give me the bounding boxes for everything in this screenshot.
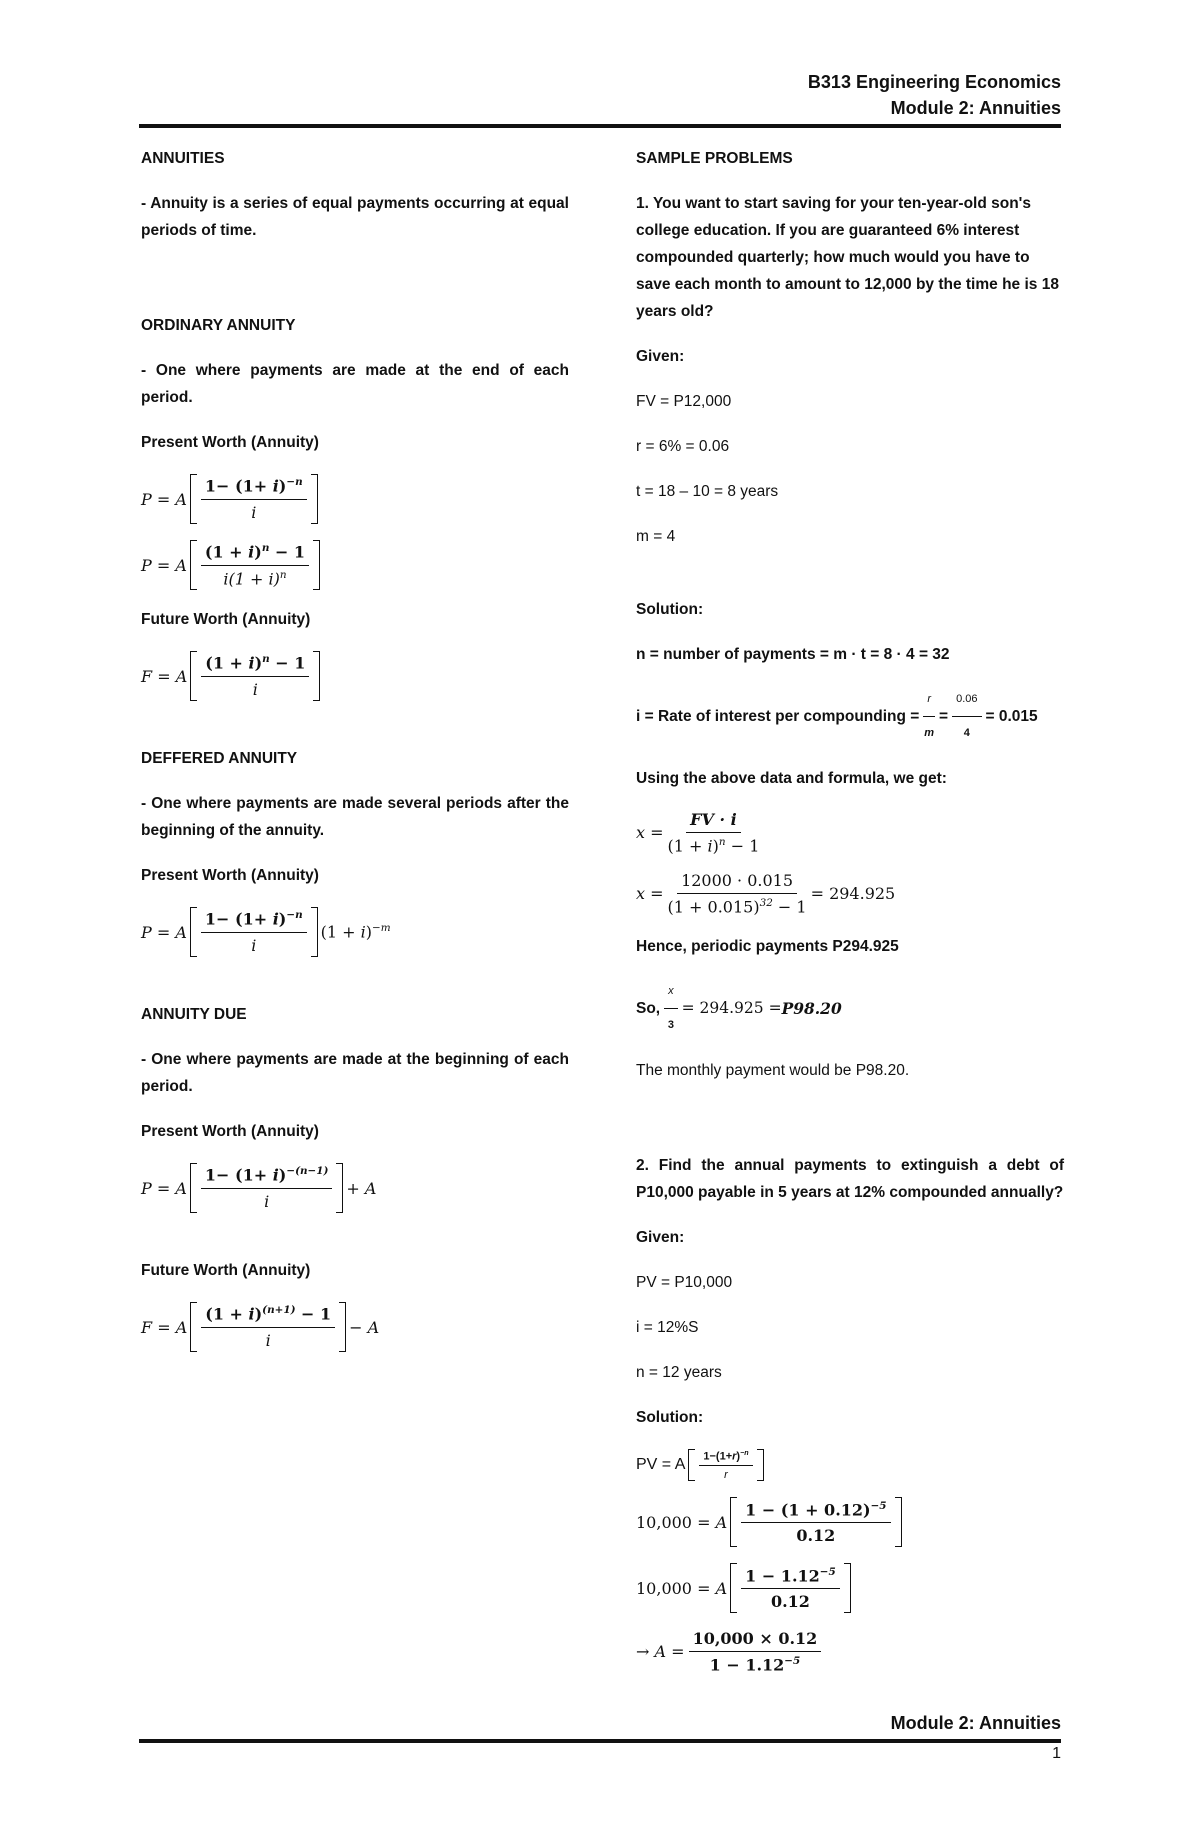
annuity-due-definition: - One where payments are made at the beginning of each period. [141, 1051, 569, 1095]
problem-2-text: 2. Find the annual payments to extinguish a debt of P10,000 payable in 5 years at 12% compounded annually? [636, 1156, 1064, 1201]
i-line-suffix: = 0.015 [985, 708, 1038, 725]
x-result: = 294.925 [810, 884, 896, 904]
pv-formula: PV = A $\frac{1-(1+r)^{-n}}{r}$ [636, 1449, 1064, 1482]
i-line-prefix: i = Rate of interest per compounding = [636, 708, 920, 725]
annuity-due-heading: ANNUITY DUE [141, 1006, 247, 1023]
future-worth-label-2: Future Worth (Annuity) [141, 1262, 311, 1279]
right-column [636, 145, 1064, 1691]
so-mid: = 294.925 = [681, 998, 782, 1017]
header-rule [139, 124, 1061, 128]
so-result: P98.20 [781, 998, 842, 1018]
deferred-annuity-heading: DEFFERED ANNUITY [141, 750, 298, 767]
given-label-2: Given: [636, 1228, 685, 1246]
given-r: r = 6% = 0.06 [636, 438, 730, 455]
so-line: So, $\frac{x}{3}$ = 294.925 = P98.20 [636, 978, 1064, 1039]
n-line: n = number of payments = m · t = 8 · 4 = 32 [636, 646, 950, 663]
a-solution: → A = $\frac{10,000 \times 0.12}{1 - 1.12^{-5}}$ [636, 1629, 1064, 1674]
future-worth-label: Future Worth (Annuity) [141, 611, 311, 628]
x-computed: x = $\frac{12000 \cdot 0.015}{(1 + 0.015)^{32} - 1}$ = 294.925 [636, 871, 896, 917]
hence-text: Hence, periodic payments P294.925 [636, 937, 899, 955]
given-label: Given: [636, 348, 685, 365]
deferred-annuity-definition: - One where payments are made several periods after the beginning of the annuity. [141, 795, 569, 839]
so-prefix: So, [636, 999, 661, 1017]
annuities-heading: ANNUITIES [141, 150, 225, 167]
pw-formula-2: P = A $\frac{(1 + i)^n - 1}{i(1 + i)^n}$ [141, 540, 569, 590]
i-line: i = Rate of interest per compounding = $\frac{r}{m}$ = $\frac{0.06}{4}$ = 0.015 [636, 686, 1064, 747]
solution-label: Solution: [636, 601, 704, 618]
r-over-m: $\frac{r}{m}$ [923, 686, 935, 747]
footer-module: Module 2: Annuities [890, 1713, 1061, 1733]
sample-problems-heading: SAMPLE PROBLEMS [636, 150, 793, 167]
given-i: i = 12%S [636, 1318, 699, 1336]
due-fw-formula: F = A $\frac{(1 + i)^{(n+1)} - 1}{i}$ − A [141, 1302, 569, 1352]
due-pw-formula: P = A $\frac{1- (1+ i)^{-(n-1)}}{i}$ + A [141, 1163, 569, 1213]
solution-label-2: Solution: [636, 1408, 704, 1426]
footer-rule [139, 1739, 1061, 1743]
page-number: 1 [1052, 1745, 1061, 1762]
given-m: m = 4 [636, 528, 676, 545]
present-worth-label-3: Present Worth (Annuity) [141, 1123, 319, 1140]
annuity-definition: - Annuity is a series of equal payments occurring at equal periods of time. [141, 195, 569, 239]
ordinary-annuity-definition: - One where payments are made at the end of each period. [141, 362, 569, 406]
pv-eq-prefix: PV = A [636, 1455, 686, 1473]
pw-formula-1: P = A $\frac{1- (1+ i)^{-n}}{i}$ [141, 474, 569, 524]
present-worth-label: Present Worth (Annuity) [141, 434, 319, 451]
left-column [141, 145, 569, 1368]
pv-simplified: 10,000 = A $\frac{1 - 1.12^{-5}}{0.12}$ [636, 1563, 1064, 1613]
ordinary-annuity-heading: ORDINARY ANNUITY [141, 317, 296, 334]
monthly-payment-text: The monthly payment would be P98.20. [636, 1061, 910, 1079]
present-worth-label-2: Present Worth (Annuity) [141, 867, 319, 884]
pv-substituted: 10,000 = A $\frac{1 - (1 + 0.12)^{-5}}{0.12}$ [636, 1497, 1064, 1547]
course-title: B313 Engineering Economics [807, 72, 1061, 92]
module-title: Module 2: Annuities [890, 98, 1061, 118]
rate-over-4: $\frac{0.06}{4}$ [952, 686, 981, 747]
x-formula: x = $\frac{FV \cdot i}{(1 + i)^n - 1}$ [636, 810, 760, 856]
given-pv: PV = P10,000 [636, 1273, 733, 1291]
fw-formula: F = A $\frac{(1 + i)^n - 1}{i}$ [141, 651, 569, 701]
deferred-pw-formula: P = A $\frac{1- (1+ i)^{-n}}{i}$ $(1 + i)^{-m}$ [141, 907, 569, 957]
given-fv: FV = P12,000 [636, 393, 732, 410]
given-n: n = 12 years [636, 1363, 722, 1381]
given-t: t = 18 – 10 = 8 years [636, 483, 779, 500]
using-formula-text: Using the above data and formula, we get: [636, 770, 947, 787]
problem-1-text: 1. You want to start saving for your ten-year-old son's college education. If you are guaranteed 6% interest compounded quarterly; how much would you have to save each month to amount to 12,000 by the time he is 18 years old? [636, 195, 1059, 320]
